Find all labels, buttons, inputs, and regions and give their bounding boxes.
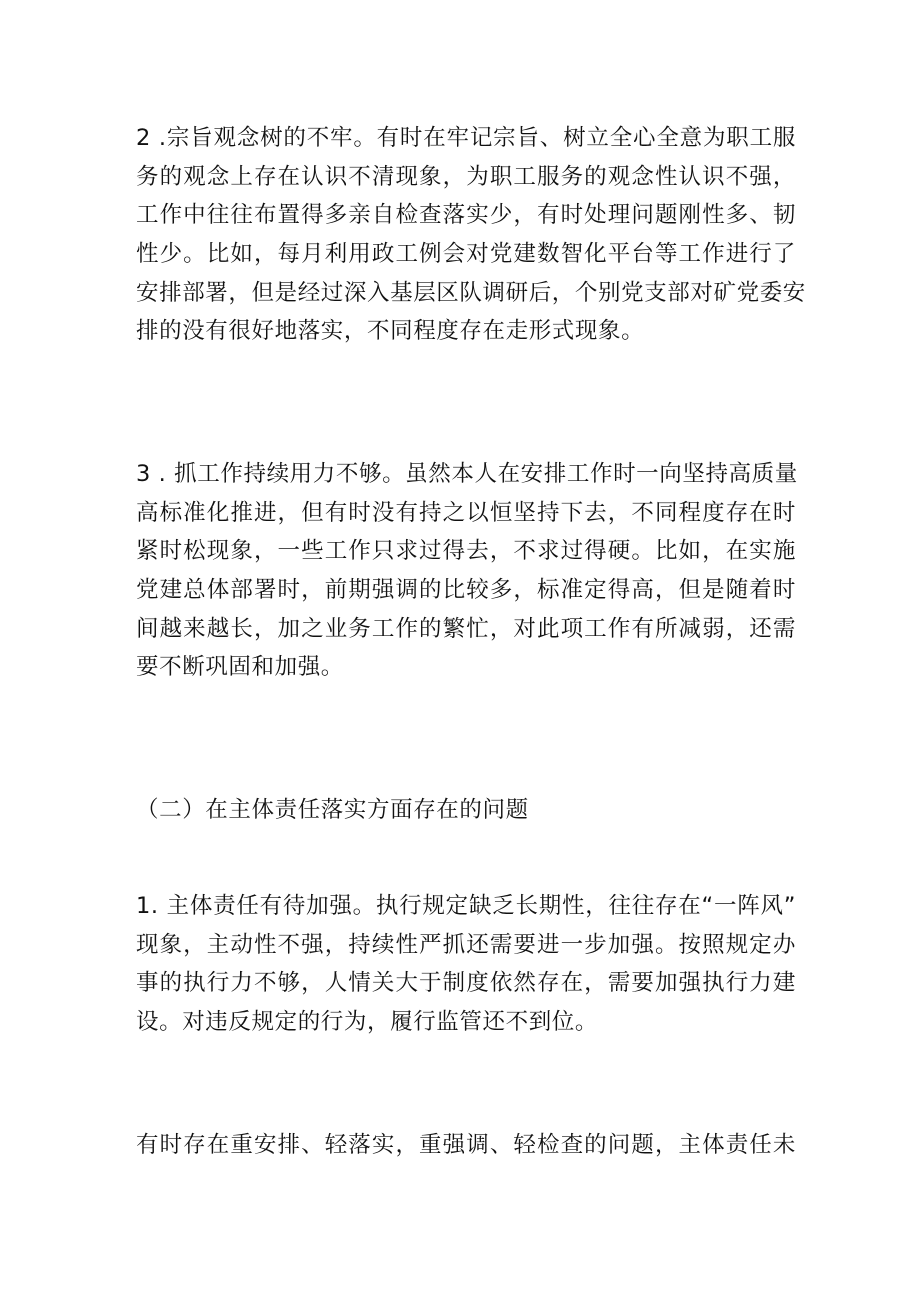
paragraph-main-responsibility: [136, 887, 796, 1042]
paragraph-purpose-concept: [136, 119, 806, 351]
paragraph-line: 紧时松现象，一些工作只求过得去，不求过得硬。比如，在实施: [136, 538, 796, 565]
paragraph-line: 事的执行力不够，人情关大于制度依然存在，需要加强执行力建: [136, 970, 796, 997]
paragraph-line: 3 . 抓工作持续用力不够。虽然本人在安排工作时一向坚持高质量: [136, 461, 798, 487]
paragraph-line: 党建总体部署时，前期强调的比较多，标准定得高，但是随着时: [136, 577, 796, 604]
paragraph-line: 2 .宗旨观念树的不牢。有时在牢记宗旨、树立全心全意为职工服: [136, 125, 796, 151]
paragraph-arrangement-issue: [136, 1126, 796, 1165]
section-heading-text: （二）在主体责任落实方面存在的问题: [136, 797, 529, 823]
paragraph-line: 1. 主体责任有待加强。执行规定缺乏长期性，往往存在“一阵风”: [136, 893, 796, 919]
paragraph-line: 性少。比如，每月利用政工例会对党建数智化平台等工作进行了: [136, 241, 796, 268]
paragraph-line: 排的没有很好地落实，不同程度存在走形式现象。: [136, 318, 645, 345]
paragraph-line: 安排部署，但是经过深入基层区队调研后，个别党支部对矿党委安: [136, 279, 806, 306]
paragraph-line: 要不断巩固和加强。: [136, 654, 344, 681]
paragraph-line: 有时存在重安排、轻落实，重强调、轻检查的问题，主体责任未: [136, 1132, 796, 1158]
paragraph-line: 间越来越长，加之业务工作的繁忙，对此项工作有所减弱，还需: [136, 615, 796, 642]
paragraph-line: 设。对违反规定的行为，履行监管还不到位。: [136, 1009, 599, 1036]
paragraph-line: 务的观念上存在认识不清现象，为职工服务的观念性认识不强，: [136, 163, 796, 190]
paragraph-line: 高标准化推进，但有时没有持之以恒坚持下去，不同程度存在时: [136, 499, 796, 526]
paragraph-line: 现象，主动性不强，持续性严抓还需要进一步加强。按照规定办: [136, 931, 796, 958]
paragraph-work-persistence: [136, 455, 796, 687]
section-heading: [136, 791, 796, 830]
paragraph-line: 工作中往往布置得多亲自检查落实少，有时处理问题刚性多、韧: [136, 202, 796, 229]
